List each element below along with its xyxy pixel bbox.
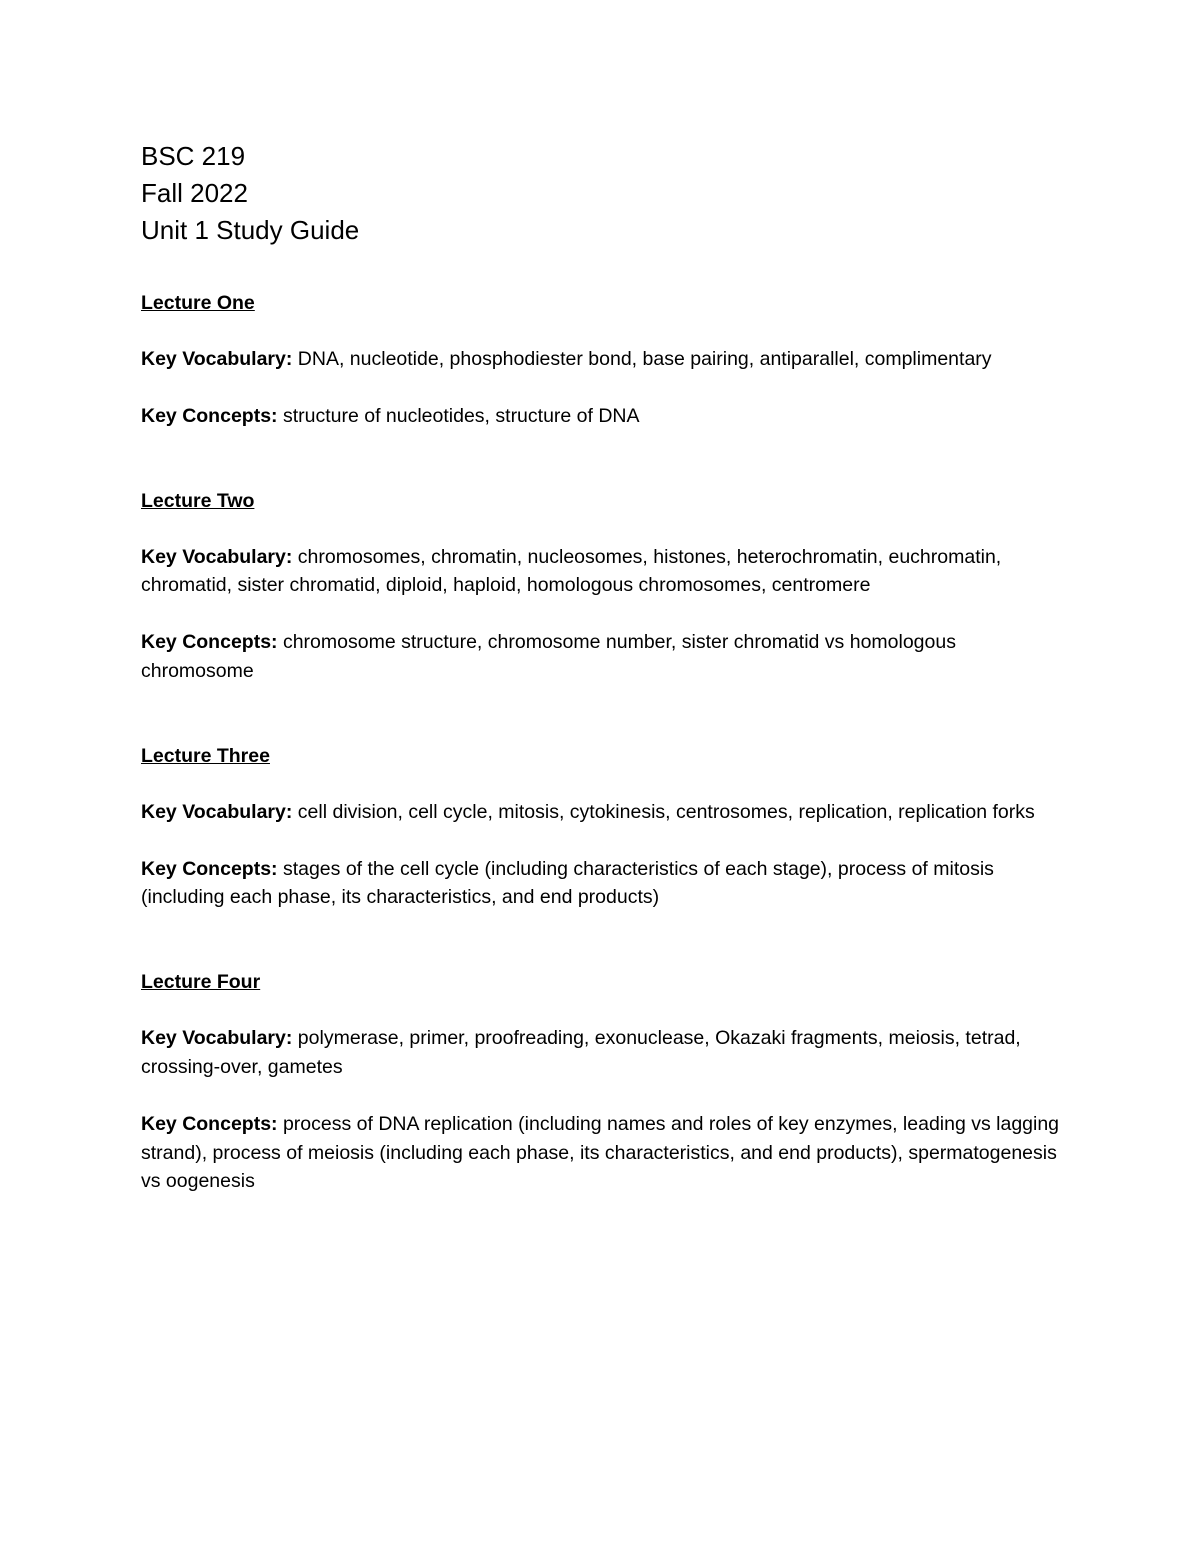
document-header — [141, 138, 1061, 249]
lecture-heading: Lecture Two — [141, 489, 255, 512]
lecture-heading: Lecture One — [141, 292, 255, 314]
key-concepts-text: structure of nucleotides, structure of DNA — [282, 404, 640, 427]
key-concepts-label: Key Concepts: — [141, 1112, 278, 1135]
key-vocabulary-text: chromosomes, chromatin, nucleosomes, histones, heterochromatin, euchromatin, chromatid, sister chromatid, diploid, haploid, homologous chromosomes, centromere — [141, 545, 1002, 597]
lecture-section — [141, 968, 1061, 1196]
key-vocabulary — [141, 1024, 1061, 1082]
key-concepts — [141, 628, 1061, 686]
key-vocabulary-label: Key Vocabulary: — [141, 545, 293, 568]
lecture-section — [141, 487, 1061, 686]
key-concepts-label: Key Concepts: — [141, 857, 278, 880]
key-vocabulary-label: Key Vocabulary: — [141, 800, 293, 823]
key-vocabulary-text: cell division, cell cycle, mitosis, cytokinesis, centrosomes, replication, replication forks — [297, 800, 1035, 823]
lecture-section — [141, 742, 1061, 912]
key-vocabulary — [141, 543, 1061, 601]
document-title: Unit 1 Study Guide — [141, 215, 360, 245]
lecture-heading: Lecture Four — [141, 971, 261, 994]
lecture-section — [141, 289, 1061, 431]
key-vocabulary — [141, 345, 1061, 374]
key-concepts-text: process of DNA replication (including names and roles of key enzymes, leading vs lagging strand), process of meiosis (including each phase, its characteristics, and end products), spermatogenesis vs oogenesis — [141, 1112, 1060, 1193]
course-code: BSC 219 — [141, 141, 246, 171]
key-concepts-text: stages of the cell cycle (including characteristics of each stage), process of mitosis (including each phase, its characteristics, and end products) — [141, 857, 994, 909]
key-vocabulary — [141, 798, 1061, 827]
key-concepts — [141, 855, 1061, 913]
key-concepts — [141, 1110, 1061, 1196]
key-concepts-text: chromosome structure, chromosome number, sister chromatid vs homologous chromosome — [141, 631, 956, 682]
key-vocabulary-label: Key Vocabulary: — [141, 348, 293, 370]
key-concepts-label: Key Concepts: — [141, 631, 278, 654]
key-vocabulary-label: Key Vocabulary: — [141, 1027, 293, 1050]
key-vocabulary-text: polymerase, primer, proofreading, exonuclease, Okazaki fragments, meiosis, tetrad, crossing-over, gametes — [141, 1027, 1021, 1078]
term: Fall 2022 — [141, 178, 248, 208]
key-vocabulary-text: DNA, nucleotide, phosphodiester bond, base pairing, antiparallel, complimentary — [297, 348, 992, 370]
key-concepts — [141, 402, 1061, 431]
lecture-heading: Lecture Three — [141, 744, 270, 767]
document-page — [141, 138, 1061, 1196]
key-concepts-label: Key Concepts: — [141, 404, 278, 427]
